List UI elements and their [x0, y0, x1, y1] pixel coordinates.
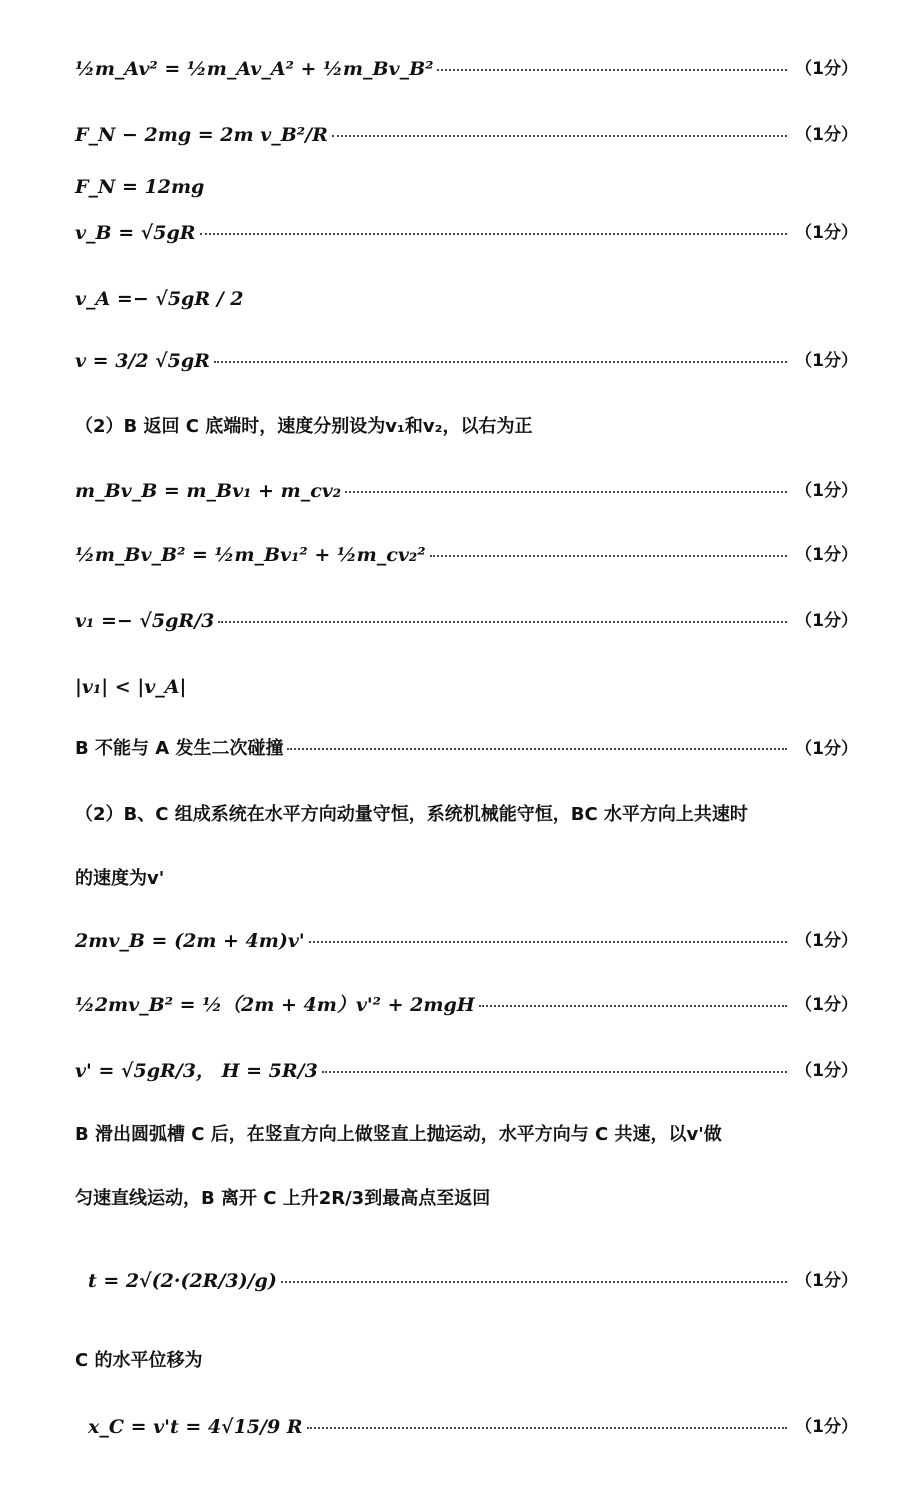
- score-label: （1分）: [795, 995, 858, 1015]
- equation: |v₁| < |v_A|: [75, 676, 187, 698]
- dot-leader: [200, 233, 788, 235]
- equation-row: [75, 1062, 860, 1081]
- equation: F_N − 2mg = 2m v_B²/R: [75, 124, 328, 146]
- equation-row: [75, 126, 860, 145]
- equation: ½m_Av² = ½m_Av_A² + ½m_Bv_B²: [75, 58, 434, 80]
- score-label: （1分）: [795, 931, 858, 951]
- equation-row: [75, 932, 860, 951]
- score-label: （1分）: [795, 223, 858, 243]
- equation: x_C = v't = 4√15/9 R: [88, 1416, 303, 1438]
- paragraph-text: B 滑出圆弧槽 C 后，在竖直方向上做竖直上抛运动，水平方向与 C 共速，以v'做: [75, 1124, 722, 1145]
- text-row: [75, 1190, 860, 1208]
- text-row: [75, 870, 860, 888]
- equation-row: [75, 482, 860, 501]
- dot-leader: [214, 361, 787, 363]
- dot-leader: [307, 1427, 788, 1429]
- equation: 2mv_B = (2m + 4m)v': [75, 930, 305, 952]
- equation-row: [75, 996, 860, 1015]
- equation: v₁ =− √5gR/3: [75, 610, 215, 632]
- dot-leader: [218, 621, 787, 623]
- score-label: （1分）: [795, 1061, 858, 1081]
- paragraph-text: C 的水平位移为: [75, 1350, 203, 1371]
- equation: F_N = 12mg: [75, 176, 205, 198]
- equation: t = 2√(2·(2R/3)/g): [88, 1270, 277, 1292]
- equation-row: [88, 1418, 860, 1437]
- equation: v = 3/2 √5gR: [75, 350, 210, 372]
- equation-row: [75, 178, 860, 197]
- score-label: （1分）: [795, 738, 858, 759]
- score-label: （1分）: [795, 611, 858, 631]
- equation-row: [75, 352, 860, 371]
- dot-leader: [309, 941, 787, 943]
- equation: v_A =− √5gR / 2: [75, 288, 244, 310]
- equation: v_B = √5gR: [75, 222, 196, 244]
- equation-row: [75, 546, 860, 565]
- paragraph-text: 的速度为v': [75, 868, 165, 889]
- equation-row: [88, 1272, 860, 1291]
- dot-leader: [281, 1281, 787, 1283]
- score-label: （1分）: [795, 1417, 858, 1437]
- paragraph-text: B 不能与 A 发生二次碰撞: [75, 738, 284, 759]
- dot-leader: [287, 748, 787, 750]
- score-label: （1分）: [795, 351, 858, 371]
- equation: m_Bv_B = m_Bv₁ + m_cv₂: [75, 480, 342, 502]
- equation-row: [75, 290, 860, 309]
- text-row: [75, 1126, 860, 1144]
- equation: v' = √5gR/3， H = 5R/3: [75, 1060, 318, 1082]
- score-label: （1分）: [795, 125, 858, 145]
- equation: ½m_Bv_B² = ½m_Bv₁² + ½m_cv₂²: [75, 544, 426, 566]
- text-row: [75, 806, 860, 824]
- dot-leader: [345, 491, 787, 493]
- score-label: （1分）: [795, 1271, 858, 1291]
- dot-leader: [479, 1005, 787, 1007]
- text-row: [75, 740, 860, 758]
- dot-leader: [322, 1071, 787, 1073]
- dot-leader: [332, 135, 787, 137]
- score-label: （1分）: [795, 545, 858, 565]
- equation-row: [75, 612, 860, 631]
- dot-leader: [437, 69, 787, 71]
- equation-row: [75, 60, 860, 79]
- text-row: [75, 1352, 860, 1370]
- score-label: （1分）: [795, 481, 858, 501]
- paragraph-text: 匀速直线运动，B 离开 C 上升2R/3到最高点至返回: [75, 1188, 491, 1209]
- score-label: （1分）: [795, 59, 858, 79]
- paragraph-text: （2）B 返回 C 底端时，速度分别设为v₁和v₂，以右为正: [75, 416, 533, 437]
- dot-leader: [430, 555, 788, 557]
- text-row: [75, 418, 860, 436]
- equation-row: [75, 678, 860, 697]
- equation: ½2mv_B² = ½（2m + 4m）v'² + 2mgH: [75, 994, 475, 1016]
- equation-row: [75, 224, 860, 243]
- paragraph-text: （2）B、C 组成系统在水平方向动量守恒，系统机械能守恒，BC 水平方向上共速时: [75, 804, 748, 825]
